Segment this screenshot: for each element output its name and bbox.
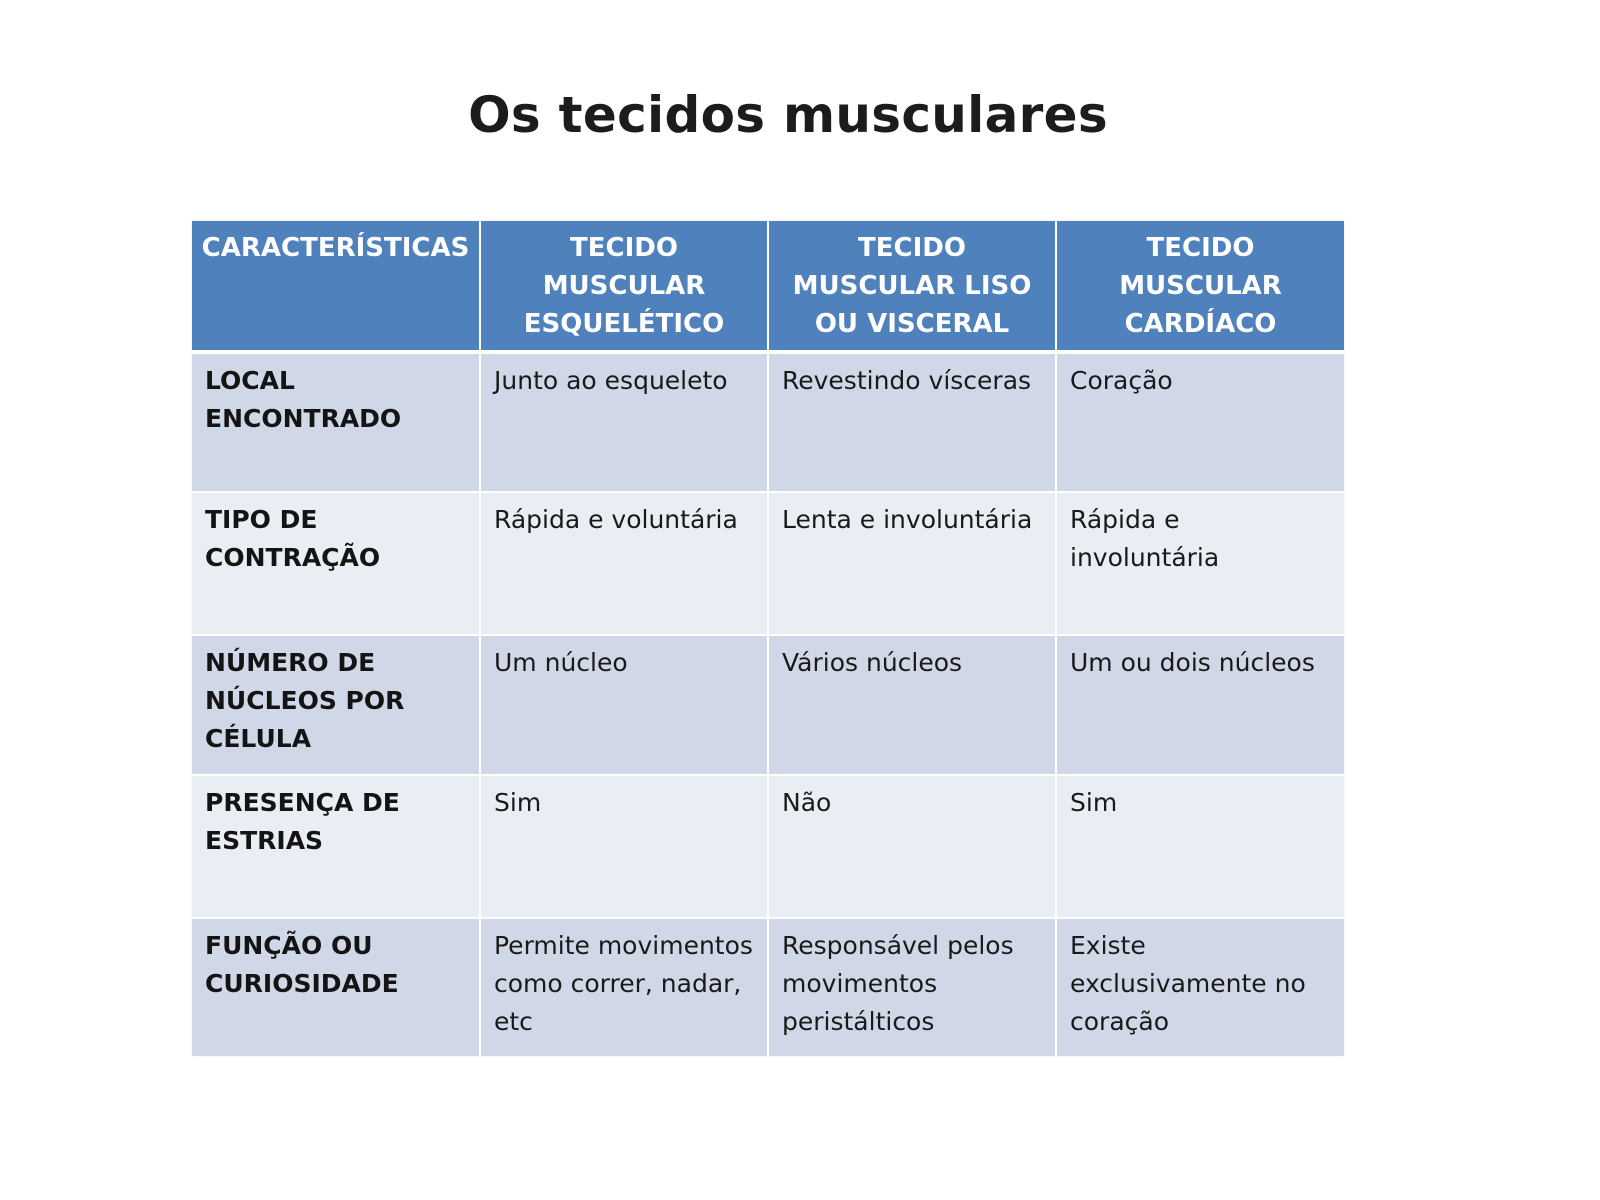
table-cell: Não — [768, 775, 1056, 918]
table-cell: Existe exclusivamente no coração — [1056, 918, 1344, 1056]
column-header-skeletal: TECIDO MUSCULAR ESQUELÉTICO — [480, 221, 768, 352]
table-cell: Revestindo vísceras — [768, 352, 1056, 492]
table-row — [192, 918, 1344, 1056]
row-label-contraction: TIPO DE CONTRAÇÃO — [192, 492, 480, 635]
column-header-cardiac: TECIDO MUSCULAR CARDÍACO — [1056, 221, 1344, 352]
table-cell: Coração — [1056, 352, 1344, 492]
table-cell: Um núcleo — [480, 635, 768, 775]
row-label-striations: PRESENÇA DE ESTRIAS — [192, 775, 480, 918]
table-header-row — [192, 221, 1344, 352]
table-cell: Sim — [1056, 775, 1344, 918]
table-cell: Responsável pelos movimentos peristálticos — [768, 918, 1056, 1056]
table-cell: Sim — [480, 775, 768, 918]
column-header-smooth: TECIDO MUSCULAR LISO OU VISCERAL — [768, 221, 1056, 352]
table-row — [192, 775, 1344, 918]
table-cell: Junto ao esqueleto — [480, 352, 768, 492]
table-cell: Um ou dois núcleos — [1056, 635, 1344, 775]
table-cell: Vários núcleos — [768, 635, 1056, 775]
table-cell: Rápida e voluntária — [480, 492, 768, 635]
table-row — [192, 635, 1344, 775]
table-cell: Rápida e involuntária — [1056, 492, 1344, 635]
row-label-function: FUNÇÃO OU CURIOSIDADE — [192, 918, 480, 1056]
page-title: Os tecidos musculares — [468, 86, 1108, 144]
column-header-characteristics: CARACTERÍSTICAS — [192, 221, 480, 352]
row-label-location: LOCAL ENCONTRADO — [192, 352, 480, 492]
table-cell: Lenta e involuntária — [768, 492, 1056, 635]
comparison-table — [192, 221, 1344, 1056]
muscle-tissue-table — [192, 221, 1344, 1056]
table-row — [192, 492, 1344, 635]
row-label-nuclei: NÚMERO DE NÚCLEOS POR CÉLULA — [192, 635, 480, 775]
table-row — [192, 352, 1344, 492]
table-cell: Permite movimentos como correr, nadar, etc — [480, 918, 768, 1056]
